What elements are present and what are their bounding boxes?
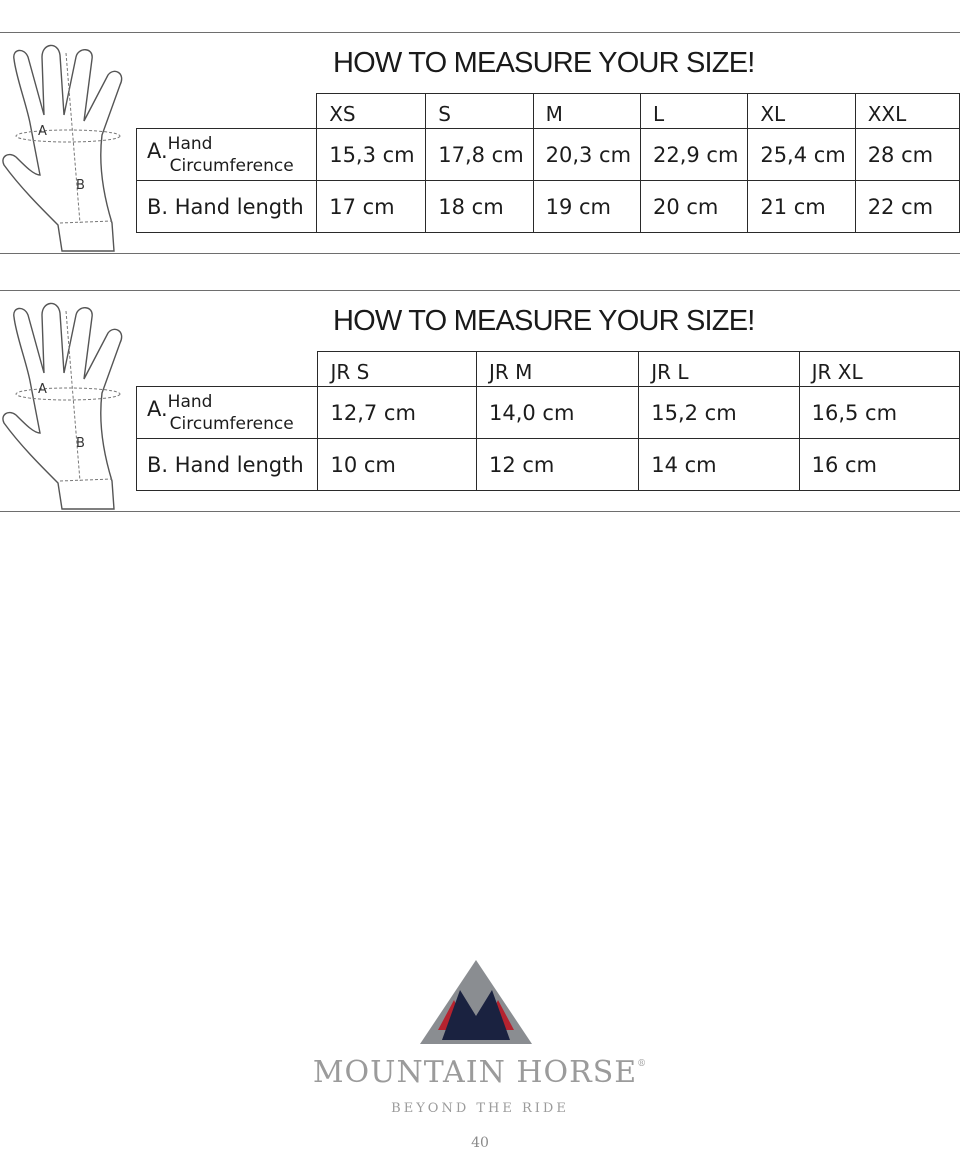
page-number: 40: [471, 1135, 489, 1151]
row-label-length: B. Hand length: [137, 181, 317, 233]
circumference-cell: 28 cm: [855, 129, 959, 181]
circumference-cell: 17,8 cm: [426, 129, 533, 181]
adult-size-panel: [0, 32, 960, 254]
length-cell: 12 cm: [476, 439, 638, 491]
registered-mark: ®: [637, 1059, 648, 1069]
circumference-cell: 12,7 cm: [318, 387, 477, 439]
size-header: XXL: [855, 94, 959, 129]
length-cell: 18 cm: [426, 181, 533, 233]
hand-label-b: B: [76, 436, 85, 451]
junior-size-table: [136, 351, 960, 491]
brand-tagline: BEYOND THE RIDE: [391, 1101, 569, 1116]
circumference-cell: 20,3 cm: [533, 129, 640, 181]
junior-size-panel: [0, 290, 960, 512]
brand-name: MOUNTAIN HORSE®: [312, 1055, 648, 1090]
length-cell: 22 cm: [855, 181, 959, 233]
circumference-cell: 15,2 cm: [639, 387, 799, 439]
size-header: JR L: [639, 352, 799, 387]
adult-size-table: [136, 93, 960, 233]
length-cell: 10 cm: [318, 439, 477, 491]
circumference-cell: 16,5 cm: [799, 387, 959, 439]
size-header: XL: [748, 94, 855, 129]
size-header: M: [533, 94, 640, 129]
hand-measure-icon: [0, 295, 135, 517]
size-header: JR S: [318, 352, 477, 387]
size-header: JR M: [476, 352, 638, 387]
circumference-cell: 14,0 cm: [476, 387, 638, 439]
size-header: S: [426, 94, 533, 129]
row-label-length: B. Hand length: [137, 439, 318, 491]
length-cell: 17 cm: [317, 181, 426, 233]
hand-label-b: B: [76, 178, 85, 193]
hand-label-a: A: [38, 382, 47, 397]
adult-title: HOW TO MEASURE YOUR SIZE!: [333, 47, 755, 79]
junior-title: HOW TO MEASURE YOUR SIZE!: [333, 305, 755, 337]
size-header: XS: [317, 94, 426, 129]
length-cell: 20 cm: [640, 181, 747, 233]
length-cell: 19 cm: [533, 181, 640, 233]
size-header: L: [640, 94, 747, 129]
row-label-circumference: A. Hand Circumference: [137, 129, 317, 181]
hand-measure-icon: [0, 37, 135, 259]
length-cell: 21 cm: [748, 181, 855, 233]
size-header: JR XL: [799, 352, 959, 387]
mountain-horse-logo-icon: [420, 960, 532, 1046]
length-cell: 16 cm: [799, 439, 959, 491]
circumference-cell: 15,3 cm: [317, 129, 426, 181]
hand-label-a: A: [38, 124, 47, 139]
row-label-circumference: A. Hand Circumference: [137, 387, 318, 439]
circumference-cell: 25,4 cm: [748, 129, 855, 181]
length-cell: 14 cm: [639, 439, 799, 491]
circumference-cell: 22,9 cm: [640, 129, 747, 181]
